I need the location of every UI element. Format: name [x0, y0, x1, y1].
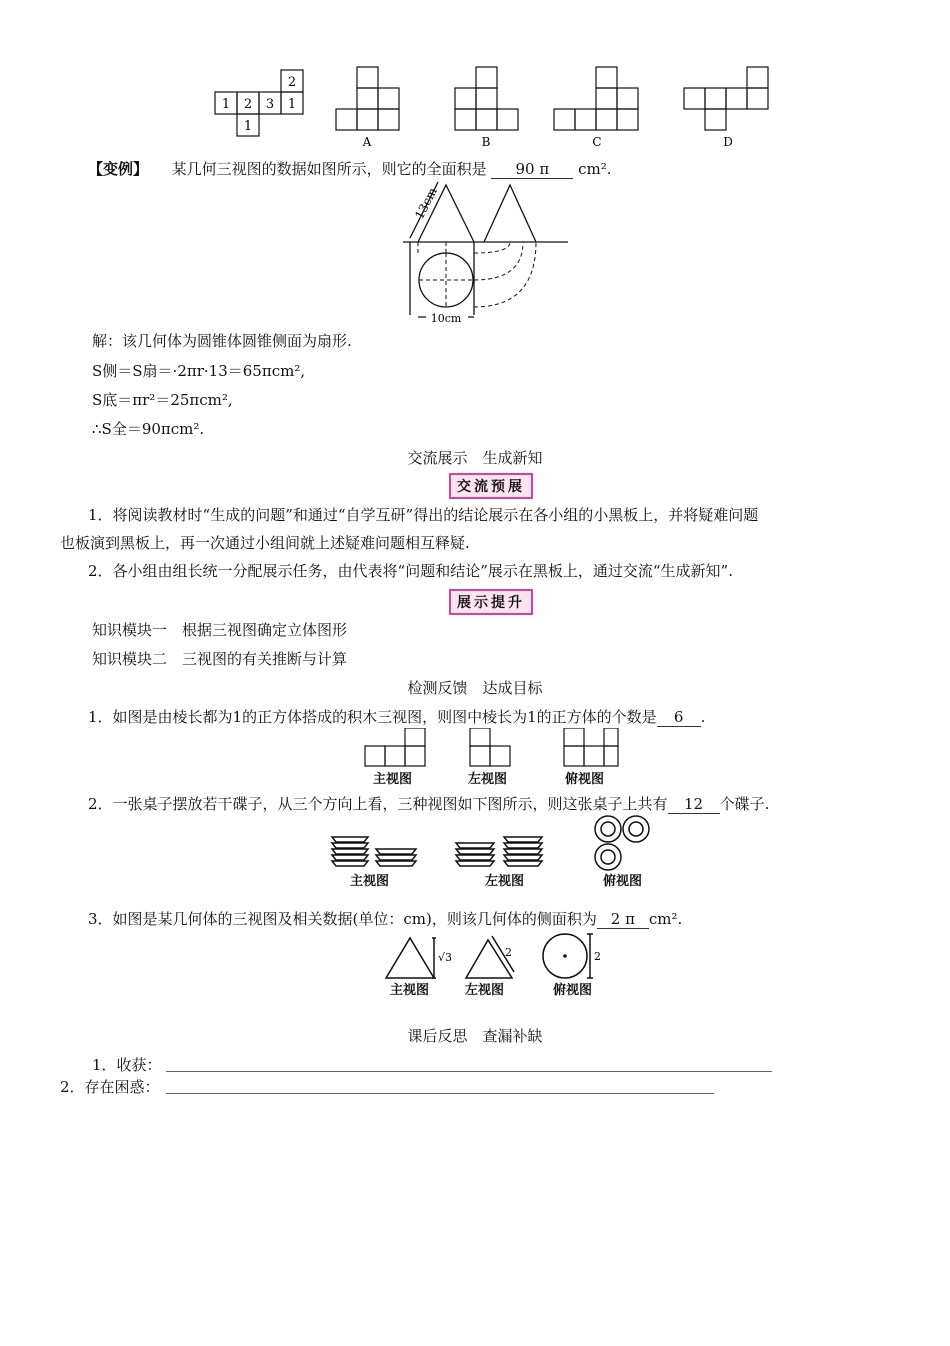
q2-end: 个碟子. — [719, 795, 770, 813]
net-number: 2 — [243, 97, 253, 112]
variant-unit: cm². — [578, 160, 612, 178]
q3-view-label-top: 俯视图 — [553, 983, 593, 998]
section-title-exchange: 交流展示 生成新知 — [407, 449, 543, 467]
exchange-item-1-cont: 也板演到黑板上，再一次通过小组间就上述疑难问题相互释疑. — [60, 534, 470, 552]
q3-end: cm². — [648, 910, 683, 928]
q2-view-label-left: 左视图 — [485, 874, 525, 889]
q2-answer: 12 — [668, 795, 720, 814]
variant-question — [88, 160, 612, 179]
variant-answer: 90 π — [491, 160, 573, 179]
solution-line: S底＝πr²＝25πcm², — [92, 391, 233, 409]
net-number: 3 — [265, 97, 275, 112]
variant-question-text: 某几何三视图的数据如图所示，则它的全面积是 — [171, 160, 487, 178]
solution-line: S侧＝S扇＝·2πr·13＝65πcm², — [92, 362, 306, 380]
q2-plates-figure — [328, 815, 658, 873]
top-view-plates — [595, 816, 649, 870]
q1-view-label-top: 俯视图 — [565, 772, 605, 787]
section-title-check: 检测反馈 达成目标 — [407, 679, 543, 697]
q1-end: . — [700, 708, 706, 726]
q3-dim-top: 2 — [594, 950, 601, 963]
variant-tag: 【变例】 — [88, 160, 149, 178]
option-a-figure — [336, 67, 399, 130]
exchange-item-2: 2．各小组由组长统一分配展示任务，由代表将“问题和结论”展示在黑板上，通过交流“生成新知”. — [88, 562, 733, 580]
option-a-label: A — [362, 135, 372, 149]
check-question-3 — [88, 910, 682, 929]
option-c-figure — [554, 67, 638, 130]
q3-dim-left: 2 — [505, 946, 512, 959]
option-b-figure — [455, 67, 518, 130]
exchange-preview-badge: 交流预展 — [449, 473, 533, 499]
cone-three-view-figure — [398, 180, 573, 325]
q1-view-label-front: 主视图 — [373, 772, 413, 787]
solution-intro: 解：该几何体为圆锥体圆锥侧面为扇形. — [92, 332, 352, 350]
check-question-2 — [88, 795, 769, 814]
slant-length-label: 13cm — [412, 185, 440, 222]
q2-view-label-front: 主视图 — [350, 874, 390, 889]
section-title-reflect: 课后反思 查漏补缺 — [407, 1027, 543, 1045]
option-d-figure — [684, 67, 768, 130]
gain-answer-line[interactable] — [166, 1071, 772, 1072]
exchange-item-1: 1．将阅读教材时“生成的问题”和通过“自学互研”得出的结论展示在各小组的小黑板上，并将疑难问题 — [88, 506, 759, 524]
q1-text: 1．如图是由棱长都为1的正方体搭成的积木三视图，则图中棱长为1的正方体的个数是 — [88, 708, 657, 726]
option-d-label: D — [723, 135, 733, 149]
q3-views-figure — [380, 930, 620, 982]
diameter-label: 10cm — [430, 312, 462, 325]
q2-view-label-top: 俯视图 — [603, 874, 643, 889]
knowledge-module-2: 知识模块二 三视图的有关推断与计算 — [92, 650, 348, 668]
left-view-plates — [456, 837, 542, 866]
net-number: 1 — [287, 97, 297, 112]
q3-view-label-front: 主视图 — [390, 983, 430, 998]
q1-answer: 6 — [657, 708, 701, 727]
q3-view-label-left: 左视图 — [465, 983, 505, 998]
gain-label: 1．收获： — [92, 1056, 162, 1074]
front-view-plates — [332, 837, 416, 866]
net-and-options-figure — [205, 60, 785, 155]
knowledge-module-1: 知识模块一 根据三视图确定立体图形 — [92, 621, 348, 639]
display-improve-badge: 展示提升 — [449, 589, 533, 615]
q3-answer: 2 π — [597, 910, 649, 929]
confusion-answer-line[interactable] — [166, 1093, 714, 1094]
net-number: 2 — [287, 75, 297, 90]
option-c-label: C — [592, 135, 602, 149]
solution-line: ∴S全＝90πcm². — [92, 420, 205, 438]
q1-view-label-left: 左视图 — [468, 772, 508, 787]
q2-text: 2．一张桌子摆放若干碟子，从三个方向上看，三种视图如下图所示，则这张桌子上共有 — [88, 795, 668, 813]
net-number: 1 — [221, 97, 231, 112]
net-number: 1 — [243, 119, 253, 134]
q3-text: 3．如图是某几何体的三视图及相关数据(单位：cm)，则该几何体的侧面积为 — [88, 910, 597, 928]
q3-dim-front: √3 — [438, 951, 453, 964]
check-question-1 — [88, 708, 705, 727]
confusion-label: 2．存在困惑： — [60, 1078, 160, 1096]
option-b-label: B — [481, 135, 491, 149]
